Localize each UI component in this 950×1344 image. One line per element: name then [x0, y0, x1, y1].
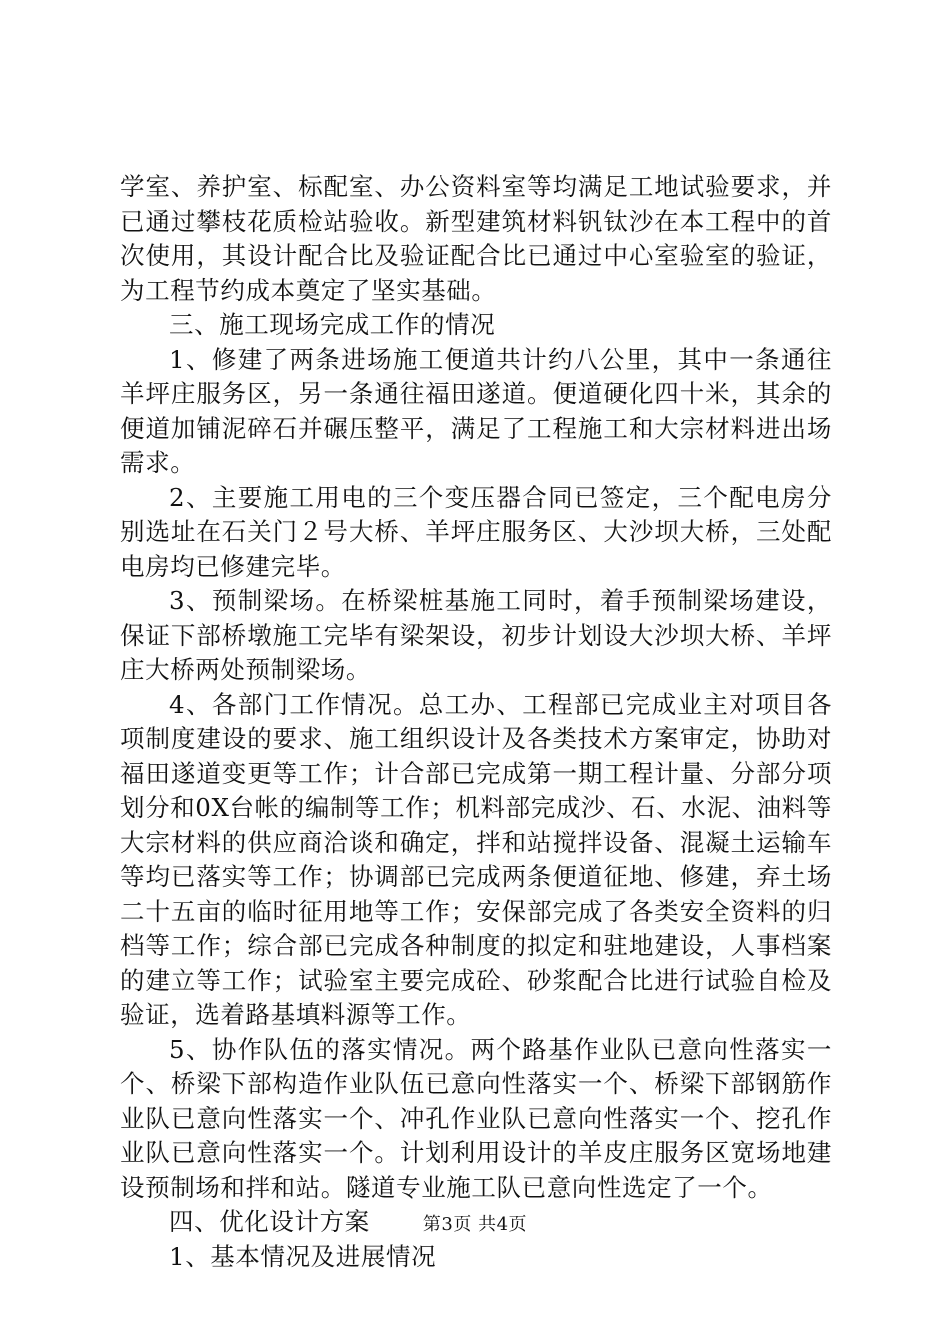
paragraph-subcontractor-teams: 5、协作队伍的落实情况。两个路基作业队已意向性落实一个、桥梁下部构造作业队伍已意向性落实一个、桥梁下部钢筋作业队已意向性落实一个、冲孔作业队已意向性落实一个、挖孔作业队已意向性落实一个。计划利用设计的羊皮庄服务区宽场地建设预制场和拌和站。隧道专业施工队已意向性选定了一个。: [120, 1034, 832, 1202]
subsection-heading-basic-progress: 1、基本情况及进展情况: [169, 1241, 437, 1271]
page-footer-number: 第3页 共4页: [422, 1214, 528, 1235]
section-heading-site-work: 三、施工现场完成工作的情况: [169, 310, 496, 339]
paragraph-continued-lab-facilities: 学室、养护室、标配室、办公资料室等均满足工地试验要求，并已通过攀枝花质检站验收。新型建筑材料钒钛沙在本工程中的首次使用，其设计配合比及验证配合比已通过中心室验室的验证，为工程节约成本奠定了坚实基础。: [120, 172, 832, 305]
paragraph-power-supply: 2、主要施工用电的三个变压器合同已签定，三个配电房分别选址在石关门２号大桥、羊坪庄服务区、大沙坝大桥，三处配电房均已修建完毕。: [120, 482, 832, 581]
paragraph-precast-yard: 3、预制梁场。在桥梁桩基施工同时，着手预制梁场建设，保证下部桥墩施工完毕有梁架设，初步计划设大沙坝大桥、羊坪庄大桥两处预制梁场。: [120, 586, 832, 684]
paragraph-access-roads: 1、修建了两条进场施工便道共计约八公里，其中一条通往羊坪庄服务区，另一条通往福田遂道。便道硬化四十米，其余的便道加铺泥碎石并碾压整平，满足了工程施工和大宗材料进出场需求。: [120, 344, 832, 477]
paragraph-department-work: 4、各部门工作情况。总工办、工程部已完成业主对项目各项制度建设的要求、施工组织设计及各类技术方案审定，协助对福田遂道变更等工作；计合部已完成第一期工程计量、分部分项划分和0X台帐的编制等工作；机料部完成沙、石、水泥、油料等大宗材料的供应商洽谈和确定，拌和站搅拌设备、混凝土运输车等均已落实等工作；协调部已完成两条便道征地、修建，弃土场二十五亩的临时征用地等工作；安保部完成了各类安全资料的归档等工作；综合部已完成各种制度的拟定和驻地建设，人事档案的建立等工作；试验室主要完成砼、砂浆配合比进行试验自检及验证，选着路基填料源等工作。: [120, 689, 832, 1029]
section-heading-design-optimization: 四、优化设计方案: [169, 1207, 370, 1236]
document-body: [120, 170, 832, 1274]
